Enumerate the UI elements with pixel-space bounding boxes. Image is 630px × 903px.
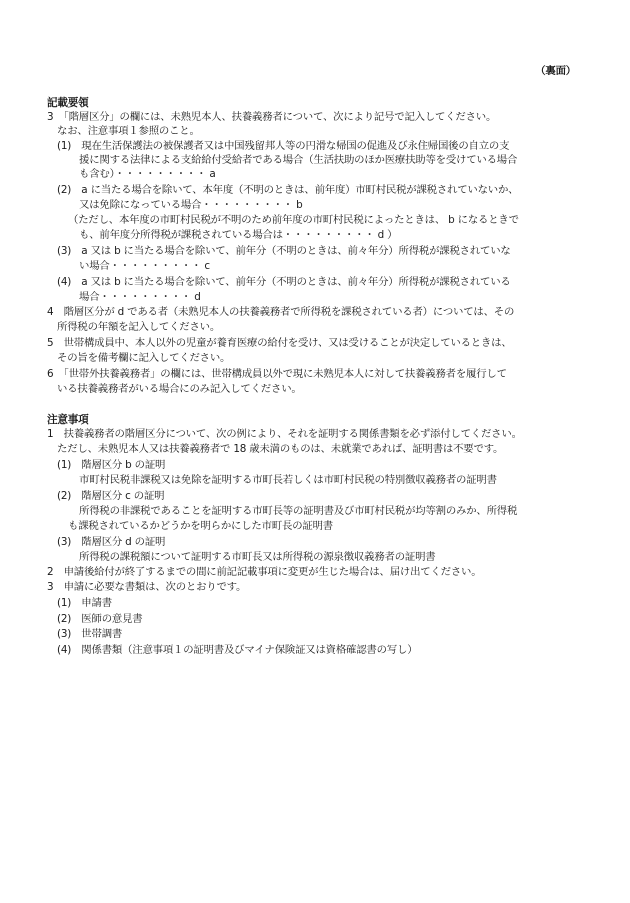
notes-line: なお、注意事項１参照のこと。 xyxy=(57,125,200,137)
cautions-line: (2) 階層区分 c の証明 xyxy=(57,490,165,502)
cautions-line: (3) 階層区分 d の証明 xyxy=(57,536,166,548)
cautions-line: 1 扶養義務者の階層区分について、次の例により、それを証明する関係書類を必ず添付してください。 xyxy=(47,428,522,440)
notes-line: 援に関する法律による支給給付受給者である場合（生活扶助のほか医療扶助等を受けている場合 xyxy=(79,154,518,166)
notes-line: （ただし、本年度の市町村民税が不明のため前年度の市町村民税によったときは、 b になるときで xyxy=(68,214,519,226)
notes-line: いる扶養義務者がいる場合にのみ記入してください。 xyxy=(57,383,302,395)
notes-line: その旨を備考欄に記入してください。 xyxy=(57,352,231,364)
cautions-line: 3 申請に必要な書類は、次のとおりです。 xyxy=(47,581,247,593)
cautions-line: 2 申請後給付が終了するまでの間に前記記載事項に変更が生じた場合は、届け出てください。 xyxy=(47,566,482,578)
notes-line: 5 世帯構成員中、本人以外の児童が養育医療の給付を受け、又は受けることが決定しているときは、 xyxy=(47,337,512,349)
cautions-section-title: 注意事項 xyxy=(47,414,89,426)
notes-line: い場合・・・・・・・・・ c xyxy=(79,260,210,272)
notes-line: 又は免除になっている場合・・・・・・・・・ b xyxy=(79,199,303,211)
cautions-line: も課税されているかどうかを明らかにした市町長の証明書 xyxy=(68,520,333,532)
notes-line: 4 階層区分が d である者（未熟児本人の扶養義務者で所得税を課税されている者）については、その xyxy=(47,306,515,318)
notes-line: 3 「階層区分」の欄には、未熟児本人、扶養義務者について、次により記号で記入してください。 xyxy=(47,111,497,123)
notes-line: (3) a 又は b に当たる場合を除いて、前年分（不明のときは、前々年分）所得税が課税されていな xyxy=(57,245,511,257)
notes-line: (4) a 又は b に当たる場合を除いて、前年分（不明のときは、前々年分）所得税が課税されている xyxy=(57,276,511,288)
cautions-line: (4) 関係書類（注意事項１の証明書及びマイナ保険証又は資格確認書の写し） xyxy=(57,644,418,656)
cautions-line: (3) 世帯調書 xyxy=(57,628,123,640)
cautions-line: 所得税の課税額について証明する市町長又は所得税の源泉徴収義務者の証明書 xyxy=(79,551,436,563)
cautions-line: (1) 申請書 xyxy=(57,597,112,609)
notes-line: 6 「世帯外扶養義務者」の欄には、世帯構成員以外で現に未熟児本人に対して扶養義務者を履行して xyxy=(47,368,507,380)
cautions-line: 所得税の非課税であることを証明する市町長等の証明書及び市町村民税が均等割のみか、所得税 xyxy=(79,505,518,517)
cautions-line: 市町村民税非課税又は免除を証明する市町長若しくは市町村民税の特別徴収義務者の証明書 xyxy=(79,474,497,486)
page-side-label: （裏面） xyxy=(535,65,576,77)
cautions-line: (2) 医師の意見書 xyxy=(57,613,143,625)
notes-line: 場合・・・・・・・・・ d xyxy=(79,291,201,303)
notes-line: (1) 現在生活保護法の被保護者又は中国残留邦人等の円滑な帰国の促進及び永住帰国後の自立の支 xyxy=(57,140,510,152)
notes-line: (2) a に当たる場合を除いて、本年度（不明のときは、前年度）市町村民税が課税されていないか、 xyxy=(57,184,519,196)
notes-line: も、前年度分所得税が課税されている場合は・・・・・・・・・ d ） xyxy=(79,229,398,241)
notes-line: も含む）・・・・・・・・・ a xyxy=(79,168,216,180)
notes-line: 所得税の年額を記入してください。 xyxy=(57,321,221,333)
notes-section-title: 記載要領 xyxy=(47,97,89,109)
cautions-line: ただし、未熟児本人又は扶養義務者で 18 歳未満のものは、未就業であれば、証明書は不要です。 xyxy=(57,443,504,455)
cautions-line: (1) 階層区分 b の証明 xyxy=(57,459,166,471)
